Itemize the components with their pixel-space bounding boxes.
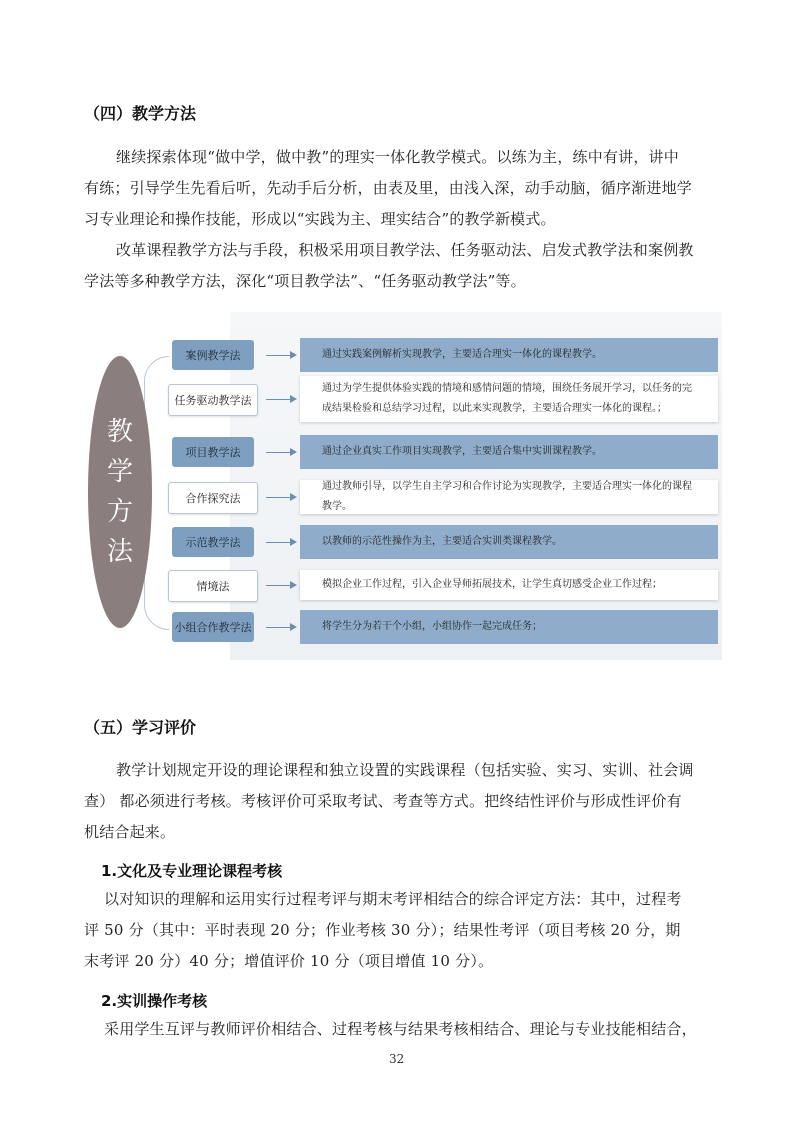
diagram-center-ellipse [88, 356, 152, 628]
method-description [300, 570, 718, 600]
method-name: 小组合作教学法 [174, 621, 252, 634]
method-box [172, 437, 254, 467]
method-description [300, 480, 718, 514]
arrow-line [266, 627, 292, 628]
method-description [300, 338, 718, 372]
arrow-line [266, 399, 292, 400]
text-line: 习专业理论和操作技能，形成以“实践为主、理实结合”的教学新模式。 [84, 210, 556, 228]
method-description [300, 610, 718, 644]
method-box [168, 482, 258, 514]
text-line: 改革课程教学方法与手段，积极采用项目教学法、任务驱动法、启发式教学法和案例教 [116, 241, 694, 259]
arrow-right-icon [290, 351, 297, 359]
section-heading-learning-evaluation: （五）学习评价 [84, 718, 197, 737]
method-description-text: 通过为学生提供体验实践的情境和感情问题的情境，围绕任务展开学习，以任务的完成结果检验和总结学习过程，以此来实现教学，主要适合理实一体化的课程。； [322, 383, 692, 414]
method-description-text: 通过教师引导，以学生自主学习和合作讨论为实现教学，主要适合理实一体化的课程教学。 [322, 481, 692, 512]
arrow-line [266, 497, 292, 498]
method-description [300, 525, 718, 559]
diagram-center-label: 教学方法 [106, 417, 133, 567]
text-line: 查） 都必须进行考核。考核评价可采取考试、考查等方式。把终结性评价与形成性评价有 [84, 792, 682, 810]
page-number: 32 [389, 1052, 405, 1066]
method-box [172, 612, 254, 642]
arrow-right-icon [290, 448, 297, 456]
teaching-methods-diagram [82, 312, 722, 660]
arrow-right-icon [290, 395, 297, 403]
method-name: 案例教学法 [185, 349, 241, 362]
practical-assessment-paragraph [84, 1014, 734, 1045]
evaluation-paragraph [84, 755, 724, 848]
text-line: 末考评 20 分）40 分；增值评价 10 分（项目增值 10 分）。 [84, 952, 494, 970]
arrow-right-icon [290, 623, 297, 631]
theory-assessment-paragraph [84, 884, 724, 977]
arrow-line [266, 542, 292, 543]
subheading-theory-course-assessment: 1.文化及专业理论课程考核 [101, 862, 283, 880]
arrow-right-icon [290, 581, 297, 589]
subheading-practical-assessment: 2.实训操作考核 [101, 992, 208, 1010]
method-description-text: 通过企业真实工作项目实现教学，主要适合集中实训课程教学。 [322, 446, 602, 457]
method-box [168, 570, 258, 602]
arrow-line [266, 585, 292, 586]
method-name: 合作探究法 [185, 492, 241, 505]
teaching-methods-paragraph-2 [84, 235, 724, 297]
text-line: 教学计划规定开设的理论课程和独立设置的实践课程（包括实验、实习、实训、社会调 [116, 761, 694, 779]
teaching-methods-paragraph-1 [84, 142, 724, 235]
method-description [300, 435, 718, 469]
text-line: 机结合起来。 [84, 823, 176, 841]
method-name: 示范教学法 [185, 536, 241, 549]
text-line: 采用学生互评与教师评价相结合、过程考核与结果考核相结合、理论与专业技能相结合， [104, 1020, 697, 1038]
method-box [172, 340, 254, 370]
section-heading-teaching-methods: （四）教学方法 [84, 104, 197, 123]
method-description [300, 376, 718, 422]
text-line: 有练；引导学生先看后听，先动手后分析，由表及里，由浅入深，动手动脑，循序渐进地学 [84, 179, 693, 197]
text-line: 继续探索体现“做中学，做中教”的理实一体化教学模式。以练为主，练中有讲，讲中 [116, 148, 679, 166]
text-line: 以对知识的理解和运用实行过程考评与期末考评相结合的综合评定方法：其中，过程考 [104, 890, 682, 908]
method-description-text: 模拟企业工作过程，引入企业导师拓展技术，让学生真切感受企业工作过程； [322, 579, 662, 590]
method-name: 项目教学法 [185, 446, 241, 459]
arrow-line [266, 452, 292, 453]
method-box [172, 527, 254, 557]
method-description-text: 以教师的示范性操作为主，主要适合实训类课程教学。 [322, 536, 562, 547]
method-name: 情境法 [196, 580, 230, 593]
method-description-text: 通过实践案例解析实现教学，主要适合理实一体化的课程教学。 [322, 349, 602, 360]
arrow-line [266, 355, 292, 356]
method-name: 任务驱动教学法 [174, 394, 252, 407]
text-line: 评 50 分（其中：平时表现 20 分；作业考核 30 分）；结果性考评（项目考核 20 分，期 [84, 921, 681, 939]
text-line: 学法等多种教学方法，深化“项目教学法”、“任务驱动教学法”等。 [84, 272, 526, 290]
arrow-right-icon [290, 538, 297, 546]
method-description-text: 将学生分为若干个小组，小组协作一起完成任务； [322, 621, 542, 632]
arrow-right-icon [290, 493, 297, 501]
method-box [168, 384, 258, 416]
